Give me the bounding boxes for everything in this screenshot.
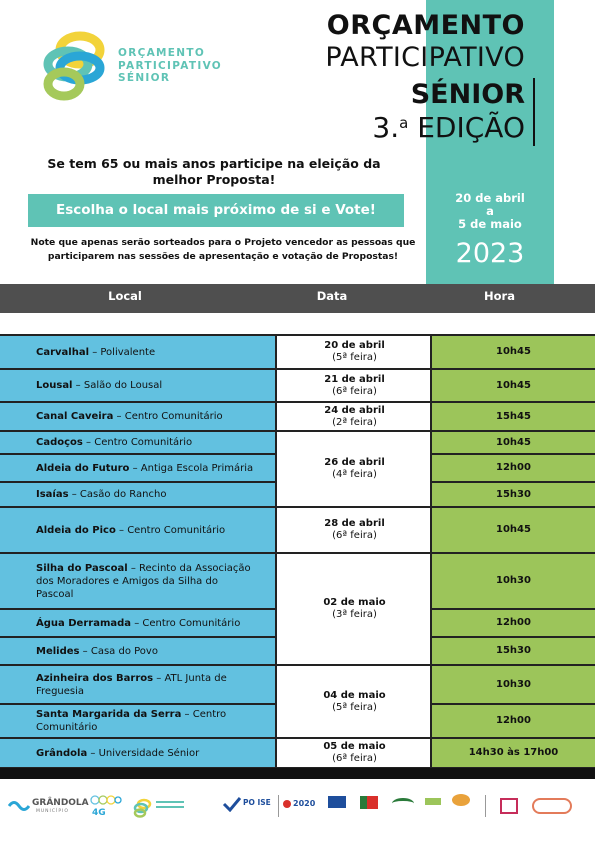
date-cell <box>277 666 432 739</box>
location-line <box>36 346 155 359</box>
date-value: 26 de abril <box>324 457 385 468</box>
location-name: Isaías <box>36 489 69 500</box>
green-logo-icon <box>425 798 441 805</box>
location-line <box>36 488 166 501</box>
location-text <box>36 488 166 501</box>
location-detail: – Antiga Escola Primária <box>129 462 254 474</box>
hour-cell <box>432 432 595 455</box>
portugal-flag-icon <box>360 796 378 809</box>
location-text <box>36 462 253 475</box>
location-line <box>36 588 251 601</box>
logo-text <box>118 47 222 85</box>
hour-text: 15h45 <box>496 410 531 422</box>
hour-cell <box>432 638 595 666</box>
location-cell <box>0 370 277 403</box>
4g-logo-text: 4G <box>92 808 106 818</box>
small-logo-line <box>156 801 184 803</box>
location-name: Silha do Pascoal <box>36 562 128 574</box>
location-name: Carvalhal <box>36 346 90 358</box>
location-line <box>36 524 225 537</box>
hour-cell <box>432 370 595 403</box>
location-cell <box>0 666 277 705</box>
location-text <box>36 436 192 449</box>
location-cell <box>0 554 277 610</box>
grandola-wave-icon <box>8 798 30 812</box>
title-line-4 <box>372 111 525 144</box>
hour-text: 10h45 <box>496 346 531 357</box>
table-header <box>0 284 595 313</box>
location-text <box>36 672 227 698</box>
location-cell <box>0 403 277 432</box>
weekday-value: (5ª feira) <box>332 701 377 713</box>
location-detail: Pascoal <box>36 588 74 600</box>
date-cell <box>277 370 432 403</box>
p2020-dot-icon <box>283 800 291 808</box>
location-detail: dos Moradores e Amigos da Silha do <box>36 575 218 587</box>
location-text <box>36 747 199 760</box>
logo-text-line: PARTICIPATIVO <box>118 59 223 72</box>
title-line-3: SÉNIOR <box>410 79 525 110</box>
location-detail: – Recinto da Associação <box>127 562 251 574</box>
hour-cell <box>432 403 595 432</box>
edition-word: EDIÇÃO <box>417 111 525 144</box>
location-cell <box>0 432 277 455</box>
location-detail: – ATL Junta de <box>153 672 227 684</box>
date-value: 04 de maio <box>323 689 386 701</box>
weekday-value: (6ª feira) <box>332 753 377 764</box>
location-text <box>36 410 223 423</box>
location-detail: – Polivalente <box>89 346 156 358</box>
date-cell <box>277 508 432 554</box>
location-text <box>36 617 240 630</box>
location-line <box>36 672 227 685</box>
location-name: Água Derramada <box>36 617 132 629</box>
date-text <box>277 690 432 714</box>
location-line <box>36 462 253 475</box>
location-name: Canal Caveira <box>36 411 114 422</box>
date-cell <box>277 554 432 666</box>
hour-text: 10h30 <box>496 678 531 690</box>
location-line <box>36 747 199 760</box>
location-detail: – Casão do Rancho <box>68 489 167 500</box>
location-detail: – Universidade Sénior <box>87 747 200 759</box>
dates-line: a <box>486 204 494 218</box>
location-cell <box>0 638 277 666</box>
p2020-logo-text: 2020 <box>293 799 316 808</box>
weekday-value: (2ª feira) <box>332 416 377 428</box>
location-cell <box>0 336 277 370</box>
orcamento-small-logo-icon <box>133 798 153 818</box>
location-cell <box>0 705 277 739</box>
hour-text: 15h30 <box>496 488 531 500</box>
note-text <box>28 236 418 264</box>
location-text <box>36 645 158 658</box>
date-text <box>277 340 432 364</box>
location-line <box>36 645 158 658</box>
hour-text: 10h30 <box>496 575 531 586</box>
location-detail: – Centro Comunitário <box>113 411 223 422</box>
hour-text: 12h00 <box>496 462 531 473</box>
location-detail: – Centro Comunitário <box>115 524 226 536</box>
weekday-value: (6ª feira) <box>332 385 377 397</box>
poise-check-icon <box>222 796 242 812</box>
note-line: Note que apenas serão sorteados para o Projeto vencedor as pessoas que <box>30 237 416 248</box>
location-text <box>36 379 162 392</box>
location-text <box>36 708 226 734</box>
location-name: Azinheira dos Barros <box>36 672 154 684</box>
hour-cell <box>432 554 595 610</box>
location-detail: Freguesia <box>36 685 85 697</box>
4g-figures-icon <box>90 792 122 808</box>
header-hora: Hora <box>484 289 515 303</box>
footer-divider <box>278 795 279 817</box>
location-detail: – Centro Comunitário <box>131 617 241 629</box>
title-divider <box>533 78 535 146</box>
date-text <box>277 457 432 481</box>
table-bottom-bar <box>0 768 595 779</box>
green-arc-icon <box>392 798 414 809</box>
weekday-value: (4ª feira) <box>332 469 377 480</box>
cms-logo-icon <box>532 798 572 814</box>
title-line-1: ORÇAMENTO <box>326 10 525 41</box>
hour-cell <box>432 508 595 554</box>
hour-text: 10h45 <box>496 524 531 535</box>
date-cell <box>277 739 432 769</box>
date-text <box>277 518 432 542</box>
hour-text: 15h30 <box>496 645 531 656</box>
date-text <box>277 741 432 765</box>
poise-logo-text: PO ISE <box>243 798 271 807</box>
hour-cell <box>432 610 595 638</box>
red-box-logo-icon <box>500 798 518 814</box>
logo-text-line: ORÇAMENTO <box>118 47 206 59</box>
footer-divider <box>485 795 486 817</box>
location-name: Melides <box>36 645 80 657</box>
small-logo-line <box>156 806 184 808</box>
footer-logos <box>0 786 595 836</box>
location-name: Lousal <box>36 380 73 391</box>
weekday-value: (5ª feira) <box>332 352 377 363</box>
orcamento-logo-icon <box>40 30 110 102</box>
location-line <box>36 379 162 392</box>
hour-cell <box>432 455 595 483</box>
eu-flag-icon <box>328 796 346 808</box>
hour-cell <box>432 483 595 508</box>
hour-text: 12h00 <box>496 715 531 726</box>
location-cell <box>0 483 277 508</box>
intro-text <box>20 156 408 188</box>
location-line <box>36 436 192 449</box>
date-text <box>277 374 432 398</box>
hour-text: 10h45 <box>496 379 531 391</box>
date-value: 21 de abril <box>324 373 385 385</box>
location-name: Santa Margarida da Serra <box>36 709 182 720</box>
dates-line: 5 de maio <box>458 217 522 231</box>
intro-line: Se tem 65 ou mais anos participe na eleição da <box>47 156 381 171</box>
header-local: Local <box>108 289 142 303</box>
date-value: 05 de maio <box>323 741 386 752</box>
vote-banner: Escolha o local mais próximo de si e Vote! <box>28 194 404 227</box>
note-line: participarem nas sessões de apresentação e votação de Propostas! <box>47 251 399 262</box>
location-line <box>36 721 226 734</box>
hour-cell <box>432 705 595 739</box>
hour-cell <box>432 336 595 370</box>
grandola-logo-sub: MUNICÍPIO <box>36 809 69 814</box>
date-text <box>277 597 432 621</box>
header-data: Data <box>316 289 348 303</box>
hour-cell <box>432 739 595 769</box>
date-text <box>277 405 432 429</box>
location-line <box>36 410 223 423</box>
location-detail: – Centro Comunitário <box>82 437 193 448</box>
edition-number: 3. <box>372 111 400 144</box>
hour-text: 12h00 <box>496 617 531 628</box>
weekday-value: (3ª feira) <box>332 609 377 620</box>
location-name: Cadoços <box>36 437 83 448</box>
location-detail: Comunitário <box>36 722 98 733</box>
location-cell <box>0 610 277 638</box>
location-name: Grândola <box>36 747 88 759</box>
location-text <box>36 562 251 601</box>
location-detail: – Centro <box>181 709 227 720</box>
location-cell <box>0 455 277 483</box>
location-line <box>36 617 240 630</box>
location-detail: – Salão do Lousal <box>72 380 163 391</box>
title-line-2: PARTICIPATIVO <box>325 42 525 73</box>
hour-text: 10h45 <box>496 436 531 448</box>
weekday-value: (6ª feira) <box>332 530 377 541</box>
location-line <box>36 708 226 721</box>
logo-text-line: SÉNIOR <box>118 72 171 84</box>
event-dates <box>426 192 554 231</box>
location-text <box>36 346 155 359</box>
date-cell <box>277 403 432 432</box>
date-value: 20 de abril <box>324 340 385 351</box>
location-cell <box>0 739 277 769</box>
location-cell <box>0 508 277 554</box>
date-value: 28 de abril <box>324 518 385 529</box>
hour-cell <box>432 666 595 705</box>
intro-line: melhor Proposta! <box>152 172 276 187</box>
grandola-logo-text: GRÂNDOLA <box>32 798 89 808</box>
location-text <box>36 524 225 537</box>
location-detail: – Casa do Povo <box>79 645 158 657</box>
edition-ordinal: a <box>399 114 409 132</box>
date-value: 02 de maio <box>323 597 386 608</box>
location-line <box>36 685 227 698</box>
date-cell <box>277 336 432 370</box>
dates-line: 20 de abril <box>455 191 525 205</box>
location-line <box>36 562 251 575</box>
location-name: Aldeia do Pico <box>36 524 116 536</box>
date-value: 24 de abril <box>324 404 385 416</box>
date-cell <box>277 432 432 508</box>
hour-text: 14h30 às 17h00 <box>468 747 559 758</box>
location-line <box>36 575 251 588</box>
orange-logo-icon <box>452 794 470 806</box>
location-name: Aldeia do Futuro <box>36 462 130 474</box>
table-spacer <box>0 313 595 335</box>
event-year: 2023 <box>455 238 525 269</box>
